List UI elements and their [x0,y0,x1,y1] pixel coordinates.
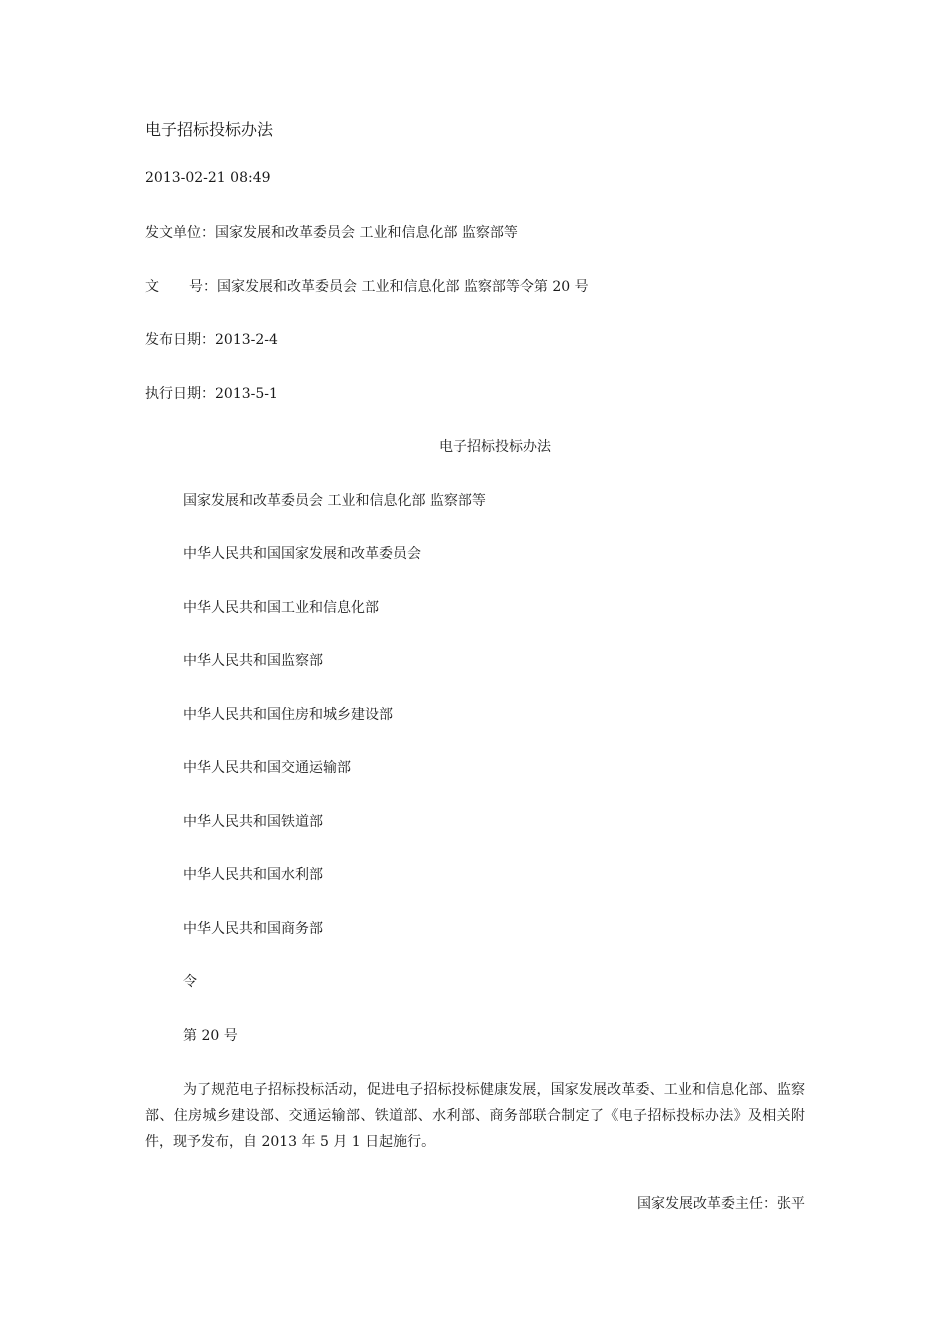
doc-number-label-b: 号：国家发展和改革委员会 工业和信息化部 监察部等令第 20 号 [189,279,589,295]
ministry-line: 中华人民共和国交通运输部 [183,760,351,776]
effective-date-line: 执行日期：2013-5-1 [145,386,278,402]
announcement-paragraph: 为了规范电子招标投标活动，促进电子招标投标健康发展，国家发展改革委、工业和信息化部、监察部、住房城乡建设部、交通运输部、铁道部、水利部、商务部联合制定了《电子招标投标办法》及相关附件，现予发布，自 2013 年 5 月 1 日起施行。 [145,1082,805,1150]
publish-date-line: 发布日期：2013-2-4 [145,332,278,348]
doc-number-line [145,277,589,297]
issuer-line: 发文单位：国家发展和改革委员会 工业和信息化部 监察部等 [145,225,518,241]
publish-datetime: 2013-02-21 08:49 [145,170,271,186]
ministry-line: 中华人民共和国铁道部 [183,814,323,830]
order-word: 令 [183,974,197,990]
ministry-line: 中华人民共和国监察部 [183,653,323,669]
order-number: 第 20 号 [183,1028,238,1044]
ministry-line: 中华人民共和国水利部 [183,867,323,883]
ministry-line: 中华人民共和国国家发展和改革委员会 [183,546,421,562]
issuers-line: 国家发展和改革委员会 工业和信息化部 监察部等 [183,493,486,509]
center-title: 电子招标投标办法 [439,439,551,455]
ministry-line: 中华人民共和国住房和城乡建设部 [183,707,393,723]
ministry-line: 中华人民共和国商务部 [183,921,323,937]
doc-number-label-a: 文 [145,279,159,295]
document-title: 电子招标投标办法 [145,120,274,139]
ministry-line: 中华人民共和国工业和信息化部 [183,600,379,616]
signature-line: 国家发展改革委主任：张平 [637,1196,805,1212]
